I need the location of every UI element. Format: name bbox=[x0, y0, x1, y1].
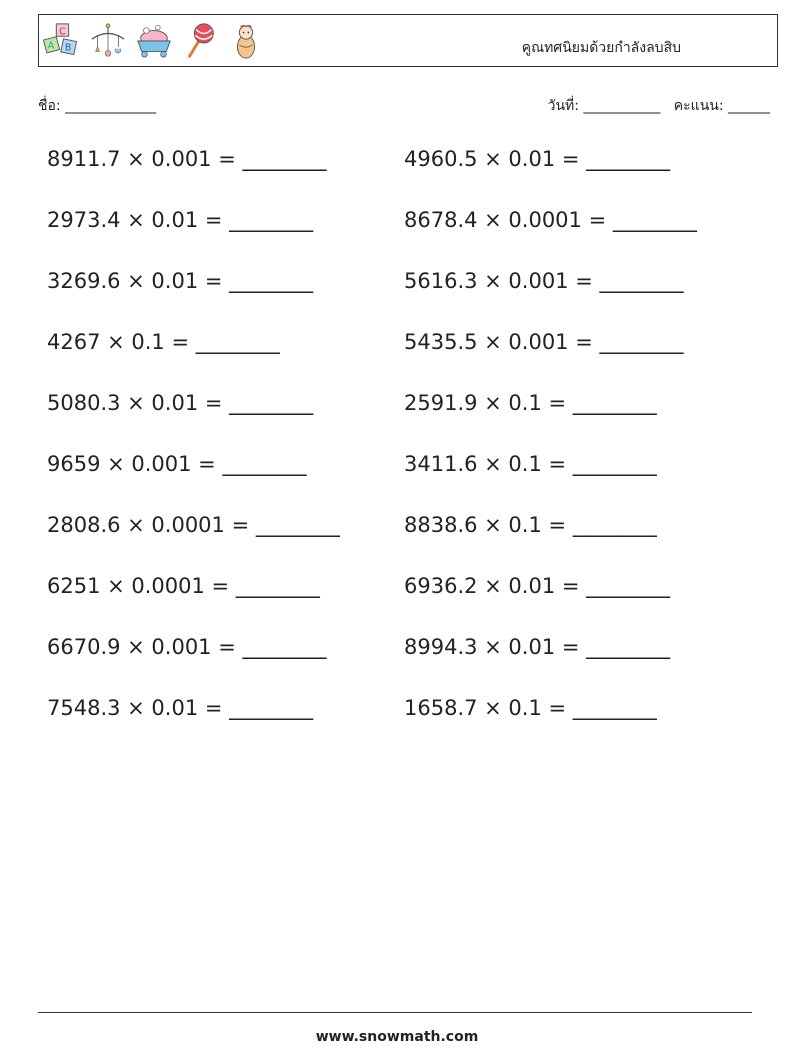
problem-row bbox=[47, 147, 747, 208]
problem-item: 8911.7 × 0.001 = ________ bbox=[47, 147, 327, 171]
problem-item: 5435.5 × 0.001 = ________ bbox=[404, 330, 684, 354]
alphabet-blocks-icon bbox=[43, 21, 81, 61]
baby-mobile-icon bbox=[89, 21, 127, 61]
problem-row bbox=[47, 696, 747, 757]
problem-row bbox=[47, 513, 747, 574]
svg-text:A: A bbox=[47, 40, 55, 52]
problem-item: 4267 × 0.1 = ________ bbox=[47, 330, 280, 354]
problem-row bbox=[47, 208, 747, 269]
problem-item: 8678.4 × 0.0001 = ________ bbox=[404, 208, 697, 232]
decorative-icons bbox=[43, 19, 265, 63]
footer-url: www.snowmath.com bbox=[315, 1029, 479, 1045]
problem-item: 8838.6 × 0.1 = ________ bbox=[404, 513, 657, 537]
swaddled-baby-icon bbox=[227, 21, 265, 61]
date-score-fields bbox=[548, 95, 770, 117]
problem-item: 2973.4 × 0.01 = ________ bbox=[47, 208, 314, 232]
problem-item: 3411.6 × 0.1 = ________ bbox=[404, 452, 657, 476]
footer-divider bbox=[38, 1012, 752, 1013]
problem-item: 3269.6 × 0.01 = ________ bbox=[47, 269, 314, 293]
score-field: คะแนน: ______ bbox=[673, 98, 770, 114]
problem-item: 5616.3 × 0.001 = ________ bbox=[404, 269, 684, 293]
problem-item: 5080.3 × 0.01 = ________ bbox=[47, 391, 314, 415]
problem-row bbox=[47, 330, 747, 391]
problem-grid bbox=[47, 147, 747, 757]
svg-text:B: B bbox=[64, 42, 72, 54]
problem-item: 6251 × 0.0001 = ________ bbox=[47, 574, 320, 598]
problem-row bbox=[47, 391, 747, 452]
problem-item: 6936.2 × 0.01 = ________ bbox=[404, 574, 671, 598]
problem-row bbox=[47, 452, 747, 513]
problem-item: 6670.9 × 0.001 = ________ bbox=[47, 635, 327, 659]
problem-item: 9659 × 0.001 = ________ bbox=[47, 452, 307, 476]
problem-item: 7548.3 × 0.01 = ________ bbox=[47, 696, 314, 720]
problem-item: 1658.7 × 0.1 = ________ bbox=[404, 696, 657, 720]
problem-item: 2808.6 × 0.0001 = ________ bbox=[47, 513, 340, 537]
problem-item: 8994.3 × 0.01 = ________ bbox=[404, 635, 671, 659]
worksheet-header bbox=[38, 14, 778, 67]
svg-text:C: C bbox=[59, 26, 66, 38]
problem-item: 4960.5 × 0.01 = ________ bbox=[404, 147, 671, 171]
problem-row bbox=[47, 635, 747, 696]
baby-bath-icon bbox=[135, 21, 173, 61]
rattle-icon bbox=[181, 21, 219, 61]
worksheet-title: คูณทศนิยมด้วยกำลังลบสิบ bbox=[521, 40, 681, 56]
problem-item: 2591.9 × 0.1 = ________ bbox=[404, 391, 657, 415]
problem-row bbox=[47, 574, 747, 635]
problem-row bbox=[47, 269, 747, 330]
name-field: ชื่อ: _____________ bbox=[38, 98, 157, 114]
date-field: วันที่: ___________ bbox=[547, 98, 661, 114]
